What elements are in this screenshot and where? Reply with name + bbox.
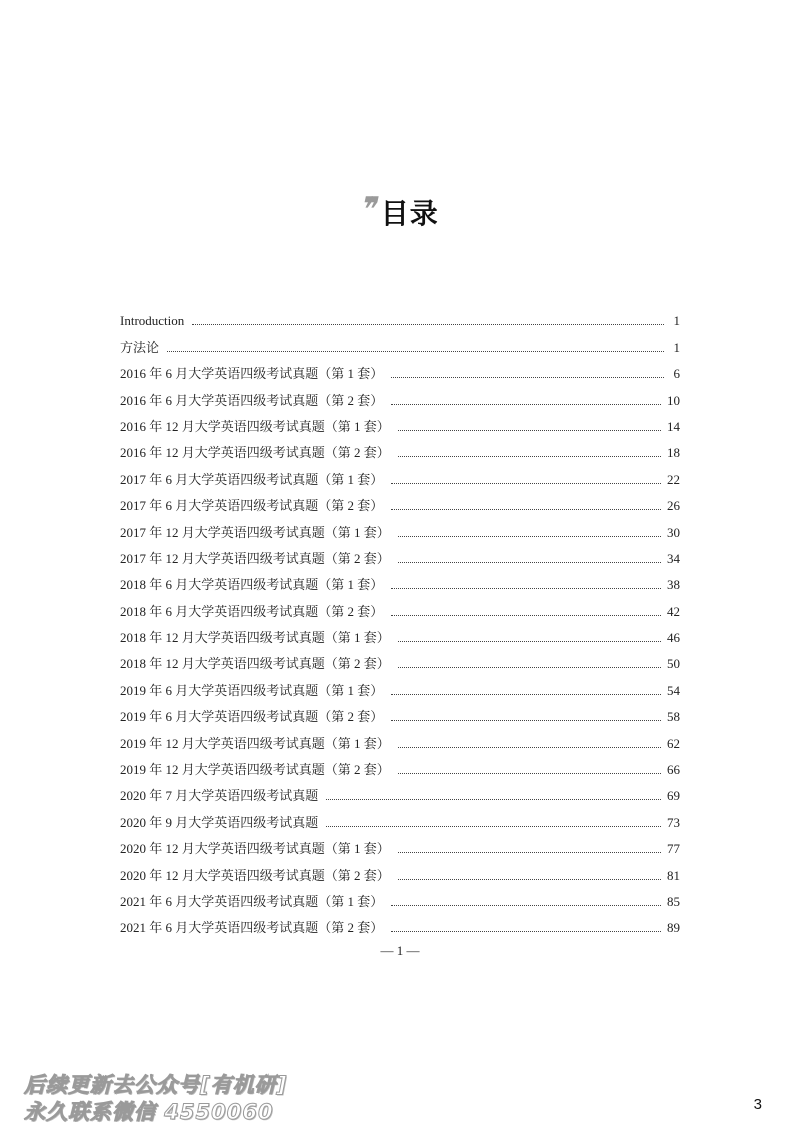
toc-entry[interactable] (120, 620, 680, 646)
toc-dot-leader (398, 456, 661, 457)
toc-entry[interactable] (120, 303, 680, 329)
toc-entry-page: 26 (667, 498, 680, 514)
toc-entry-page: 10 (667, 392, 680, 408)
toc-dot-leader (391, 404, 661, 405)
toc-entry-label: 2018 年 6 月大学英语四级考试真题（第 2 套） (120, 603, 384, 619)
toc-entry-label: 2021 年 6 月大学英语四级考试真题（第 2 套） (120, 920, 384, 936)
toc-entry[interactable] (120, 857, 680, 883)
toc-dot-leader (391, 588, 661, 589)
footer-page-number: — 1 — (380, 943, 420, 958)
page-title: 目录 (380, 197, 439, 230)
toc-dot-leader (391, 905, 661, 906)
toc-entry-label: 2018 年 12 月大学英语四级考试真题（第 1 套） (120, 630, 390, 646)
quote-ornament-icon: ❜❜ (356, 190, 378, 230)
toc-dot-leader (326, 826, 661, 827)
toc-dot-leader (398, 773, 661, 774)
toc-entry-page: 58 (667, 709, 680, 725)
toc-dot-leader (398, 430, 661, 431)
toc-entry-label: 2017 年 6 月大学英语四级考试真题（第 1 套） (120, 471, 384, 487)
toc-dot-leader (398, 747, 661, 748)
toc-entry[interactable] (120, 541, 680, 567)
toc-entry[interactable] (120, 409, 680, 435)
watermark-line-1: 后续更新去公众号[有机研] (24, 1073, 288, 1097)
toc-entry-page: 14 (667, 418, 680, 434)
toc-entry[interactable] (120, 356, 680, 382)
toc-entry[interactable] (120, 725, 680, 751)
toc-entry-label: 2016 年 12 月大学英语四级考试真题（第 2 套） (120, 445, 390, 461)
toc-dot-leader (326, 799, 661, 800)
toc-entry-page: 1 (673, 313, 680, 329)
toc-entry-page: 81 (667, 867, 680, 883)
toc-entry-label: 2019 年 6 月大学英语四级考试真题（第 1 套） (120, 682, 384, 698)
toc-dot-leader (391, 694, 661, 695)
toc-entry-page: 69 (667, 788, 680, 804)
toc-dot-leader (398, 852, 661, 853)
toc-entry-page: 89 (667, 920, 680, 936)
toc-entry-page: 34 (667, 550, 680, 566)
toc-entry[interactable] (120, 699, 680, 725)
toc-dot-leader (398, 879, 661, 880)
toc-entry-label: 2021 年 6 月大学英语四级考试真题（第 1 套） (120, 893, 384, 909)
toc-entry-label: 2018 年 12 月大学英语四级考试真题（第 2 套） (120, 656, 390, 672)
table-of-contents (120, 303, 680, 936)
toc-entry[interactable] (120, 461, 680, 487)
toc-dot-leader (398, 562, 661, 563)
toc-dot-leader (192, 324, 664, 325)
toc-entry-page: 1 (673, 339, 680, 355)
toc-dot-leader (391, 931, 661, 932)
toc-entry-page: 22 (667, 471, 680, 487)
toc-entry[interactable] (120, 752, 680, 778)
toc-entry-page: 77 (667, 841, 680, 857)
watermark (24, 1072, 287, 1126)
toc-entry-page: 50 (667, 656, 680, 672)
toc-entry-label: 2020 年 12 月大学英语四级考试真题（第 1 套） (120, 841, 390, 857)
toc-entry-page: 30 (667, 524, 680, 540)
toc-entry-page: 62 (667, 735, 680, 751)
toc-entry-label: 2017 年 12 月大学英语四级考试真题（第 1 套） (120, 524, 390, 540)
toc-entry-page: 46 (667, 630, 680, 646)
toc-entry-page: 54 (667, 682, 680, 698)
toc-entry[interactable] (120, 593, 680, 619)
toc-entry-label: 2016 年 6 月大学英语四级考试真题（第 2 套） (120, 392, 384, 408)
toc-entry-label: 2017 年 6 月大学英语四级考试真题（第 2 套） (120, 498, 384, 514)
toc-entry-label: Introduction (120, 313, 185, 329)
toc-dot-leader (391, 615, 661, 616)
toc-dot-leader (391, 509, 661, 510)
toc-entry-label: 方法论 (120, 339, 160, 355)
toc-dot-leader (398, 641, 661, 642)
toc-entry[interactable] (120, 910, 680, 936)
toc-dot-leader (398, 536, 661, 537)
toc-entry[interactable] (120, 646, 680, 672)
title-area (0, 192, 800, 232)
toc-entry-page: 66 (667, 762, 680, 778)
toc-entry[interactable] (120, 488, 680, 514)
toc-entry-label: 2016 年 12 月大学英语四级考试真题（第 1 套） (120, 418, 390, 434)
toc-entry[interactable] (120, 382, 680, 408)
toc-entry[interactable] (120, 567, 680, 593)
corner-page-number: 3 (753, 1096, 762, 1113)
toc-entry-page: 38 (667, 577, 680, 593)
toc-entry-page: 6 (673, 366, 680, 382)
toc-entry-label: 2018 年 6 月大学英语四级考试真题（第 1 套） (120, 577, 384, 593)
toc-entry-page: 18 (667, 445, 680, 461)
title-inner (356, 190, 439, 232)
toc-dot-leader (391, 377, 664, 378)
toc-entry[interactable] (120, 435, 680, 461)
toc-entry-label: 2019 年 12 月大学英语四级考试真题（第 2 套） (120, 762, 390, 778)
toc-entry[interactable] (120, 804, 680, 830)
toc-entry-label: 2020 年 9 月大学英语四级考试真题 (120, 814, 319, 830)
toc-entry[interactable] (120, 831, 680, 857)
toc-entry-label: 2019 年 6 月大学英语四级考试真题（第 2 套） (120, 709, 384, 725)
toc-entry-page: 73 (667, 814, 680, 830)
toc-entry-label: 2016 年 6 月大学英语四级考试真题（第 1 套） (120, 366, 384, 382)
toc-entry-label: 2019 年 12 月大学英语四级考试真题（第 1 套） (120, 735, 390, 751)
toc-dot-leader (391, 720, 661, 721)
toc-entry-label: 2020 年 7 月大学英语四级考试真题 (120, 788, 319, 804)
toc-entry[interactable] (120, 514, 680, 540)
toc-dot-leader (398, 667, 661, 668)
toc-entry[interactable] (120, 778, 680, 804)
toc-entry[interactable] (120, 329, 680, 355)
toc-entry-label: 2020 年 12 月大学英语四级考试真题（第 2 套） (120, 867, 390, 883)
toc-entry-label: 2017 年 12 月大学英语四级考试真题（第 2 套） (120, 550, 390, 566)
toc-entry[interactable] (120, 672, 680, 698)
toc-dot-leader (391, 483, 661, 484)
toc-entry-page: 42 (667, 603, 680, 619)
toc-entry-page: 85 (667, 893, 680, 909)
toc-dot-leader (167, 351, 664, 352)
watermark-line-2: 永久联系微信 4550060 (24, 1100, 274, 1124)
toc-entry[interactable] (120, 884, 680, 910)
